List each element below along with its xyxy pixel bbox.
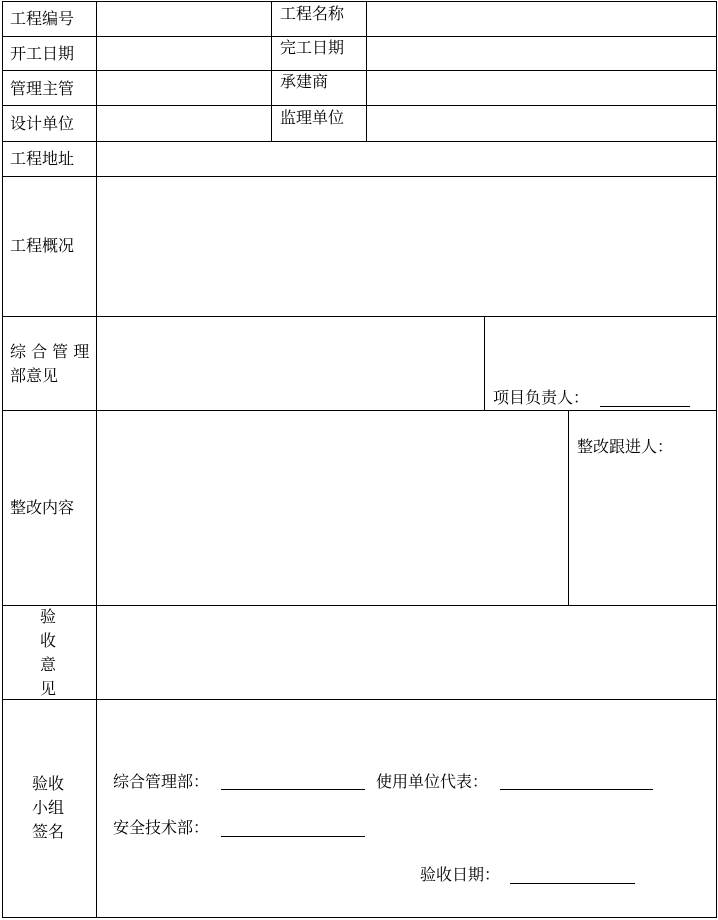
label-safety-tech-dept: 安全技术部： xyxy=(113,818,210,837)
label-start-date: 开工日期 xyxy=(10,44,75,63)
label-finish-date: 完工日期 xyxy=(280,38,345,57)
project-no-field[interactable] xyxy=(97,2,271,36)
col-divider xyxy=(484,316,485,410)
project-overview-field[interactable] xyxy=(97,177,716,316)
project-name-field[interactable] xyxy=(367,2,716,36)
label-project-no: 工程编号 xyxy=(10,9,75,28)
project-leader-signature-line[interactable] xyxy=(600,406,690,407)
border-right xyxy=(716,1,717,918)
project-address-field[interactable] xyxy=(97,142,716,176)
border-bottom xyxy=(2,917,717,918)
label-follow-up-person: 整改跟进人： xyxy=(577,437,674,456)
col-divider xyxy=(568,410,569,605)
contractor-field[interactable] xyxy=(367,71,716,105)
label-project-leader: 项目负责人： xyxy=(493,388,590,407)
general-mgmt-dept-signature-line[interactable] xyxy=(221,789,365,790)
start-date-field[interactable] xyxy=(97,37,271,70)
dept-opinion-field[interactable] xyxy=(97,317,484,410)
border-left xyxy=(2,1,3,918)
row-divider xyxy=(2,699,717,700)
supervision-unit-field[interactable] xyxy=(367,106,716,141)
label-acceptance-opinion: 验 收 意 见 xyxy=(39,607,56,698)
label-project-overview: 工程概况 xyxy=(10,236,75,255)
label-rectification-content: 整改内容 xyxy=(10,498,75,517)
acceptance-date-line[interactable] xyxy=(510,883,635,884)
label-project-name: 工程名称 xyxy=(280,4,345,23)
label-design-unit: 设计单位 xyxy=(10,114,75,133)
label-project-address: 工程地址 xyxy=(10,149,75,168)
label-dept-opinion-line1: 综 合 管 理 xyxy=(10,342,90,361)
label-user-rep: 使用单位代表： xyxy=(376,772,489,791)
label-manager: 管理主管 xyxy=(10,79,75,98)
design-unit-field[interactable] xyxy=(97,106,271,141)
label-acceptance-date: 验收日期： xyxy=(420,865,501,884)
label-contractor: 承建商 xyxy=(280,72,329,91)
acceptance-opinion-field[interactable] xyxy=(97,606,716,699)
label-supervision-unit: 监理单位 xyxy=(280,108,345,127)
label-acceptance-sign: 验收 小组 签名 xyxy=(31,774,64,841)
col-divider xyxy=(271,1,272,141)
safety-tech-dept-signature-line[interactable] xyxy=(221,836,365,837)
manager-field[interactable] xyxy=(97,71,271,105)
label-general-mgmt-dept: 综合管理部： xyxy=(113,772,210,791)
finish-date-field[interactable] xyxy=(367,37,716,70)
label-dept-opinion-line2: 部意见 xyxy=(10,366,59,385)
user-rep-signature-line[interactable] xyxy=(500,789,653,790)
rectification-content-field[interactable] xyxy=(97,411,568,605)
